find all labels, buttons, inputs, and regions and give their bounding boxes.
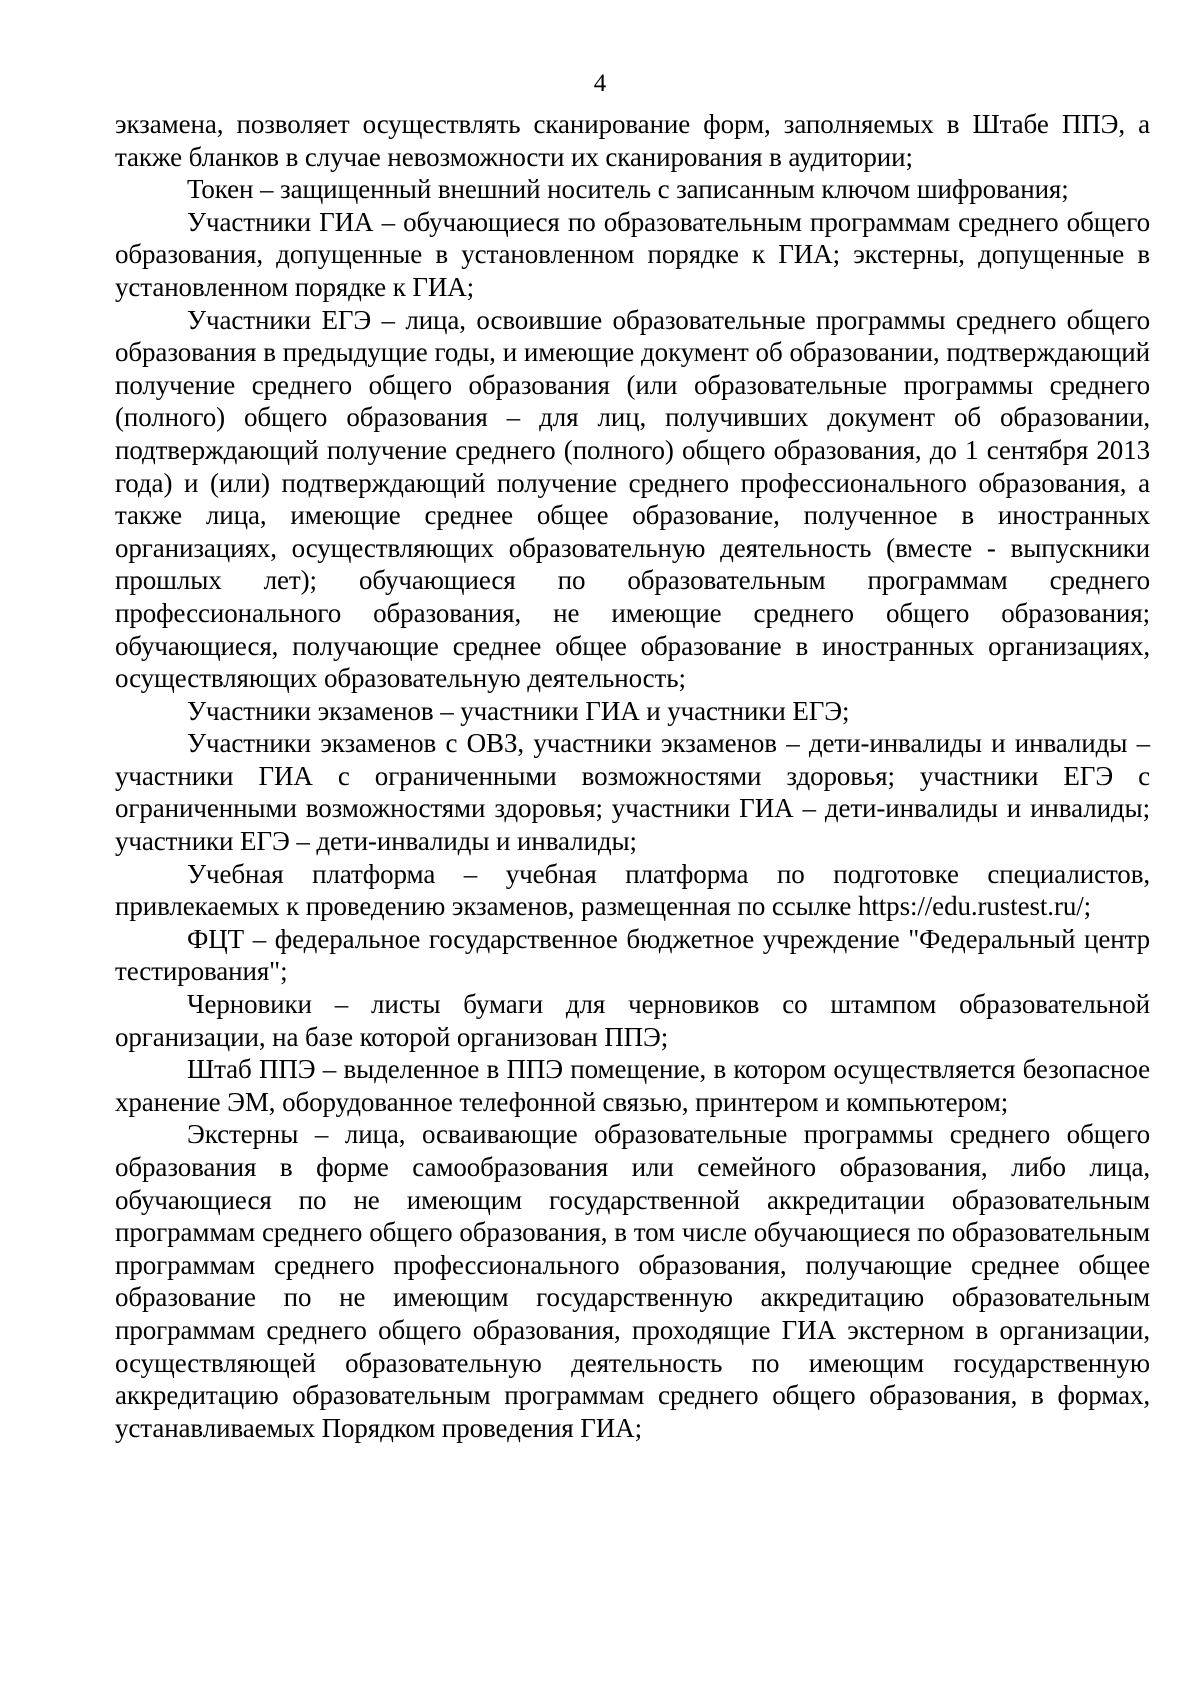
page-number: 4 [593, 70, 607, 97]
paragraph-continuation: экзамена, позволяет осуществлять сканирование форм, заполняемых в Штабе ППЭ, а также бланков в случае невозможности их сканирования в аудитории; [115, 109, 1150, 172]
paragraph-token-definition: Токен – защищенный внешний носитель с записанным ключом шифрования; [187, 174, 1069, 205]
paragraph-drafts-definition: Черновики – листы бумаги для черновиков со штампом образовательной организации, на базе которой организован ППЭ; [115, 989, 1150, 1052]
paragraph-exam-participants-definition: Участники экзаменов – участники ГИА и участники ЕГЭ; [187, 695, 850, 726]
paragraph-gia-participants-definition: Участники ГИА – обучающиеся по образовательным программам среднего общего образования, допущенные в установленном порядке к ГИА; экстерны, допущенные в установленном порядке к ГИА; [115, 206, 1150, 302]
paragraph-ppe-headquarters-definition: Штаб ППЭ – выделенное в ППЭ помещение, в котором осуществляется безопасное хранение ЭМ, оборудованное телефонной связью, принтером и компьютером; [115, 1054, 1150, 1117]
document-body [115, 108, 1150, 1444]
paragraph-ege-participants-definition: Участники ЕГЭ – лица, освоившие образовательные программы среднего общего образования в предыдущие годы, и имеющие документ об образовании, подтверждающий получение среднего общего образования (или образовательные программы среднего (полного) общего образования – для лиц, получивших документ об образовании, подтверждающий получение среднего (полного) общего образования, до 1 сентября 2013 года) и (или) подтверждающий получение среднего профессионального образования, а также лица, имеющие среднее общее образование, полученное в иностранных организациях, осуществляющих образовательную деятельность (вместе - выпускники прошлых лет); обучающиеся по образовательным программам среднего профессионального образования, не имеющие среднего общего образования; обучающиеся, получающие среднее общее образование в иностранных организациях, осуществляющих образовательную деятельность; [115, 304, 1150, 694]
paragraph-external-students-definition: Экстерны – лица, осваивающие образовательные программы среднего общего образования в форме самообразования или семейного образования, либо лица, обучающиеся по не имеющим государственной аккредитации образовательным программам среднего общего образования, в том числе обучающиеся по образовательным программам среднего профессионального образования, получающие среднее общее образование по не имеющим государственную аккредитацию образовательным программам среднего общего образования, проходящие ГИА экстерном в организации, осуществляющей образовательную деятельность по имеющим государственную аккредитацию образовательным программам среднего общего образования, в формах, устанавливаемых Порядком проведения ГИА; [115, 1119, 1150, 1443]
paragraph-ovz-participants-definition: Участники экзаменов с ОВЗ, участники экзаменов – дети-инвалиды и инвалиды – участники ГИА с ограниченными возможностями здоровья; участники ЕГЭ с ограниченными возможностями здоровья; участники ГИА – дети-инвалиды и инвалиды; участники ЕГЭ – дети-инвалиды и инвалиды; [115, 728, 1150, 857]
paragraph-training-platform-definition: Учебная платформа – учебная платформа по подготовке специалистов, привлекаемых к проведению экзаменов, размещенная по ссылке https://edu.rustest.ru/; [115, 858, 1150, 922]
paragraph-fct-definition: ФЦТ – федеральное государственное бюджетное учреждение "Федеральный центр тестирования"; [115, 923, 1150, 987]
